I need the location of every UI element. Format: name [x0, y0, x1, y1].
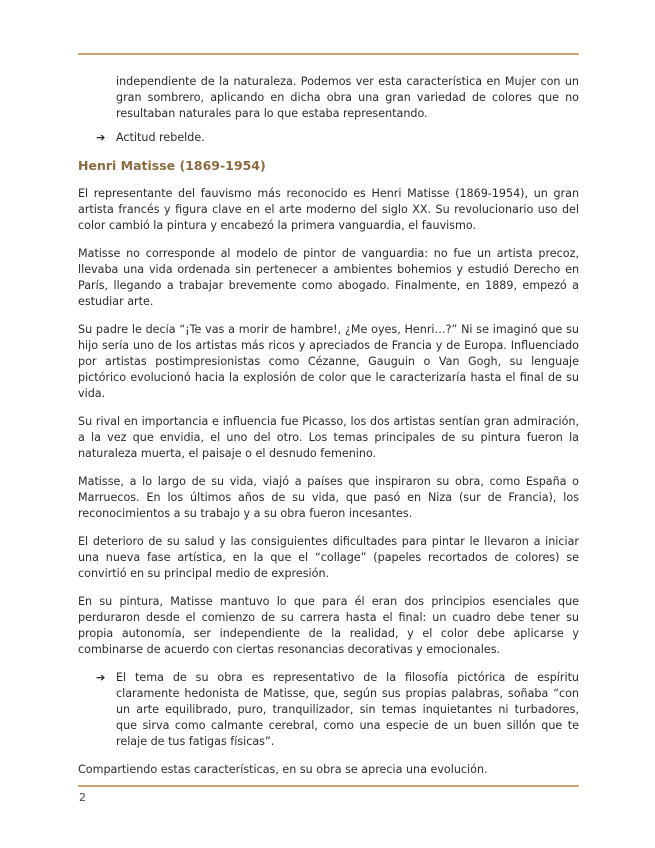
bullet-attitude-text: Actitud rebelde.	[116, 131, 205, 144]
paragraph: El representante del fauvismo más reconocido es Henri Matisse (1869-1954), un gran artista francés y figura clave en el arte moderno del siglo XX. Su revolucionario uso del color cambió la pintura y encabezó la primera vanguardia, el fauvismo.	[78, 187, 579, 232]
closing-paragraph: Compartiendo estas características, en su obra se aprecia una evolución.	[78, 763, 488, 776]
continuation-text: independiente de la naturaleza. Podemos ver esta característica en Mujer con un gran sombrero, aplicando en dicha obra una gran variedad de colores que no resultaban naturales para lo que estaba representando.	[116, 75, 579, 120]
arrow-icon: ➔	[96, 131, 106, 144]
paragraph: En su pintura, Matisse mantuvo lo que para él eran dos principios esenciales que perduraron desde el comienzo de su carrera hasta el final: un cuadro debe tener su propia autonomía, ser independiente de la realidad, y el color debe aplicarse y combinarse de acuerdo con ciertas resonancias decorativas y emocionales.	[78, 595, 579, 656]
bullet-theme	[78, 670, 579, 750]
paragraph: Matisse, a lo largo de su vida, viajó a países que inspiraron su obra, como España o Marruecos. En los últimos años de su vida, que pasó en Niza (sur de Francia), los reconocimientos a su trabajo y a su obra fueron incesantes.	[78, 475, 579, 520]
bullet-theme-text: El tema de su obra es representativo de la filosofía pictórica de espíritu claramente hedonista de Matisse, que, según sus propias palabras, soñaba “con un arte equilibrado, puro, tranquilizador, sin temas inquietantes ni turbadores, que sirva como calmante cerebral, como una especie de un buen sillón que te relaje de tus fatigas físicas”.	[116, 671, 579, 748]
header-rule	[78, 53, 579, 55]
bullet-attitude	[78, 130, 579, 146]
paragraph: Su padre le decía “¡Te vas a morir de hambre!, ¿Me oyes, Henri…?” Ni se imaginó que su hijo sería uno de los artistas más ricos y apreciados de Francia y de Europa. Influenciado por artistas postimpresionistas como Cézanne, Gauguin o Van Gogh, su lenguaje pictórico evolucionó hacia la explosión de color que le caracterizaría hasta el final de su vida.	[78, 323, 579, 400]
section-title: Henri Matisse (1869-1954)	[78, 158, 266, 173]
paragraph: Su rival en importancia e influencia fue Picasso, los dos artistas sentían gran admiración, a la vez que envidia, el uno del otro. Los temas principales de su pintura fueron la naturaleza muerta, el paisaje o el desnudo femenino.	[78, 415, 579, 460]
footer-rule	[78, 785, 579, 787]
page-content	[78, 74, 579, 790]
arrow-icon: ➔	[96, 671, 106, 684]
page-number: 2	[79, 791, 86, 804]
paragraph: Matisse no corresponde al modelo de pintor de vanguardia: no fue un artista precoz, llevaba una vida ordenada sin pertenecer a ambientes bohemios y estudió Derecho en París, llegando a trabajar brevemente como abogado. Finalmente, en 1889, empezó a estudiar arte.	[78, 247, 579, 308]
paragraph: El deterioro de su salud y las consiguientes dificultades para pintar le llevaron a iniciar una nueva fase artística, en la que el “collage” (papeles recortados de colores) se convirtió en su principal medio de expresión.	[78, 535, 579, 580]
